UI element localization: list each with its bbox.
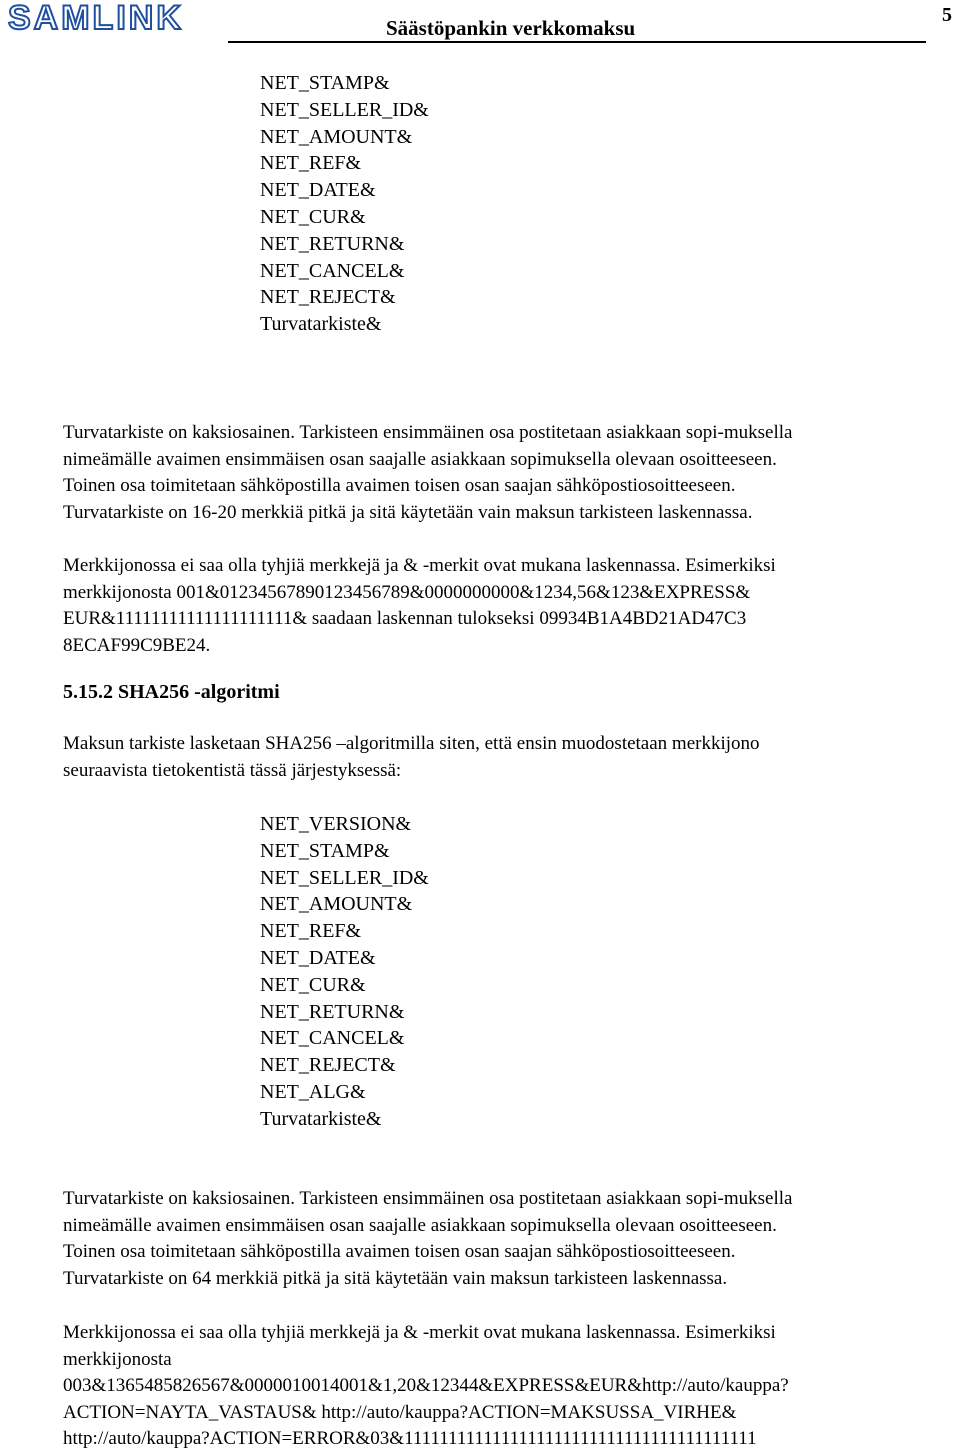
paragraph-line: merkkijonosta 001&01234567890123456789&0000000000&1234,56&123&EXPRESS& xyxy=(63,581,751,603)
paragraph-line: nimeämälle avaimen ensimmäisen osan saajalle asiakkaan sopimuksella olevaan osoitteeseen. xyxy=(63,1214,777,1236)
paragraph-security-key-2 xyxy=(63,1186,958,1292)
paragraph-example-2 xyxy=(63,1320,958,1453)
paragraph-line: Maksun tarkiste lasketaan SHA256 –algoritmilla siten, että ensin muodostetaan merkkijono xyxy=(63,733,760,754)
field-list-2 xyxy=(260,811,429,1133)
field-item: NET_DATE& xyxy=(260,179,376,202)
field-item: NET_ALG& xyxy=(260,1080,366,1103)
field-item: NET_CUR& xyxy=(260,973,366,996)
field-item: NET_DATE& xyxy=(260,946,376,969)
field-item: Turvatarkiste& xyxy=(260,1107,382,1130)
page-header xyxy=(0,0,960,48)
paragraph-line: ACTION=NAYTA_VASTAUS& http://auto/kauppa?ACTION=MAKSUSSA_VIRHE& xyxy=(63,1401,737,1423)
paragraph-line: merkkijonosta xyxy=(63,1348,172,1370)
paragraph-line: Merkkijonossa ei saa olla tyhjiä merkkejä ja & -merkit ovat mukana laskennassa. Esimerkiksi xyxy=(63,1322,776,1343)
field-item: NET_REF& xyxy=(260,920,362,943)
document-title: Säästöpankin verkkomaksu xyxy=(386,16,636,40)
field-item: NET_REJECT& xyxy=(260,286,396,309)
field-item: NET_RETURN& xyxy=(260,232,405,255)
field-item: NET_REJECT& xyxy=(260,1054,396,1077)
paragraph-line: http://auto/kauppa?ACTION=ERROR&03&1111111111111111111111111111111111111111 xyxy=(63,1428,757,1449)
paragraph-line: EUR&11111111111111111111& saadaan laskennan tulokseksi 09934B1A4BD21AD47C3 xyxy=(63,608,747,629)
page-number: 5 xyxy=(942,4,952,26)
paragraph-line: Turvatarkiste on 64 merkkiä pitkä ja sitä käytetään vain maksun tarkisteen laskennassa. xyxy=(63,1267,728,1289)
paragraph-line: Turvatarkiste on kaksiosainen. Tarkisteen ensimmäinen osa postitetaan asiakkaan sopi-muksella xyxy=(63,422,793,443)
paragraph-example-1 xyxy=(63,553,958,659)
paragraph-line: nimeämälle avaimen ensimmäisen osan saajalle asiakkaan sopimuksella olevaan osoitteeseen. xyxy=(63,448,777,470)
field-item: NET_STAMP& xyxy=(260,839,390,862)
field-item: NET_RETURN& xyxy=(260,1000,405,1023)
paragraph-line: Turvatarkiste on kaksiosainen. Tarkisteen ensimmäinen osa postitetaan asiakkaan sopi-muksella xyxy=(63,1188,793,1209)
field-item: NET_REF& xyxy=(260,152,362,175)
field-item: NET_STAMP& xyxy=(260,72,390,94)
paragraph-sha256-intro xyxy=(63,731,958,784)
field-item: NET_CANCEL& xyxy=(260,1027,405,1050)
paragraph-line: 8ECAF99C9BE24. xyxy=(63,634,211,656)
paragraph-line: 003&1365485826567&0000010014001&1,20&12344&EXPRESS&EUR&http://auto/kauppa? xyxy=(63,1375,789,1396)
field-item: NET_SELLER_ID& xyxy=(260,866,429,889)
field-item: NET_AMOUNT& xyxy=(260,893,413,916)
field-item: NET_CUR& xyxy=(260,205,366,228)
paragraph-line: Turvatarkiste on 16-20 merkkiä pitkä ja sitä käytetään vain maksun tarkisteen laskennassa. xyxy=(63,501,753,523)
field-item: NET_CANCEL& xyxy=(260,259,405,282)
field-item: NET_VERSION& xyxy=(260,813,412,835)
paragraph-security-key-1 xyxy=(63,420,958,526)
field-item: NET_AMOUNT& xyxy=(260,125,413,148)
header-divider xyxy=(228,41,926,43)
paragraph-line: Toinen osa toimitetaan sähköpostilla avaimen toisen osan saajan sähköpostiosoitteeseen. xyxy=(63,1241,736,1262)
field-item: NET_SELLER_ID& xyxy=(260,98,429,121)
field-item: Turvatarkiste& xyxy=(260,313,382,336)
paragraph-line: Merkkijonossa ei saa olla tyhjiä merkkejä ja & -merkit ovat mukana laskennassa. Esimerkiksi xyxy=(63,555,776,576)
section-heading: 5.15.2 SHA256 -algoritmi xyxy=(63,681,280,703)
paragraph-line: seuraavista tietokentistä tässä järjestyksessä: xyxy=(63,759,402,781)
paragraph-line: Toinen osa toimitetaan sähköpostilla avaimen toisen osan saajan sähköpostiosoitteeseen. xyxy=(63,475,736,496)
field-list-1 xyxy=(260,70,429,338)
samlink-logo: SAMLINK xyxy=(8,0,184,37)
